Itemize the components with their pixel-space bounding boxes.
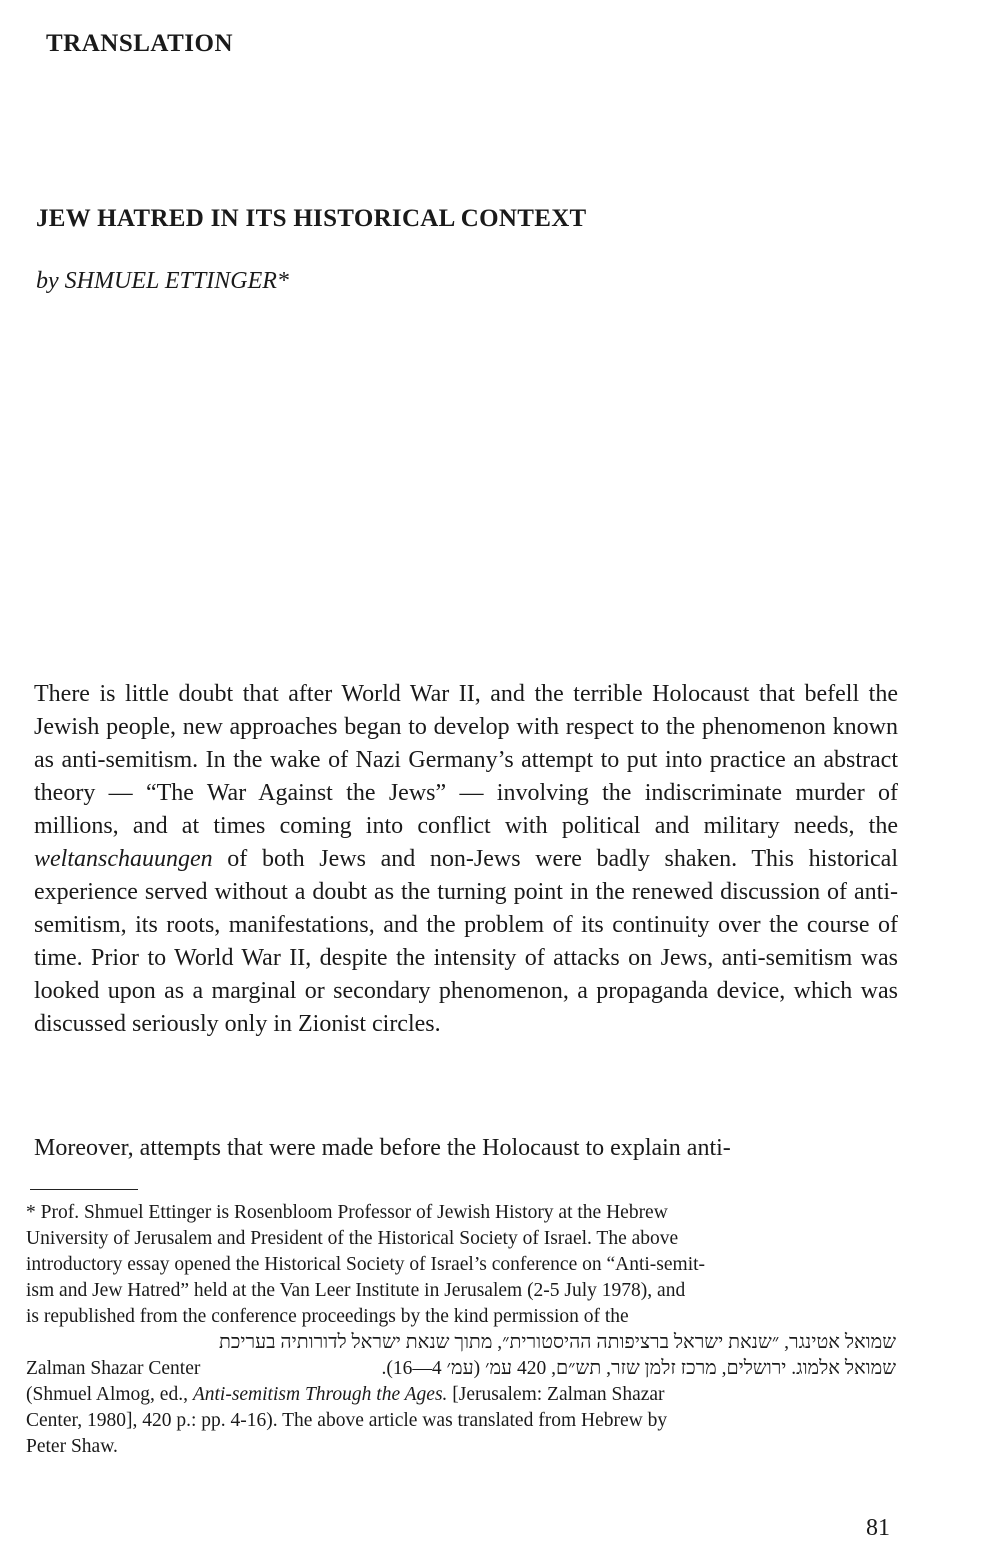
footnote-line bbox=[26, 1382, 896, 1408]
footnote-text: (Shmuel Almog, ed., bbox=[26, 1384, 193, 1405]
footnote-divider bbox=[30, 1189, 138, 1190]
byline-prefix: by bbox=[36, 268, 59, 294]
book-title: Anti-semitism Through the Ages. bbox=[192, 1384, 448, 1405]
page-number: 81 bbox=[866, 1515, 890, 1541]
footnote-latin-text: Zalman Shazar Center bbox=[26, 1358, 201, 1379]
footnote-line: Peter Shaw. bbox=[26, 1436, 118, 1457]
emphasized-term: weltanschauungen bbox=[34, 846, 213, 872]
footnote-hebrew-text: שמואל אלמוג. ירושלים, מרכז זלמן שזר, תש״ם, 420 עמ׳ (עמ׳ 4—16). bbox=[381, 1358, 896, 1379]
paragraph-text: of both Jews and non-Jews were badly shaken. This historical experience served without a doubt as the turning point in the renewed discussion of anti-semitism, its roots, manifestations, and the problem of its continuity over the course of time. Prior to World War II, despite the intensity of attacks on Jews, anti-semitism was looked upon as a marginal or secondary phenomenon, a propaganda device, which was discussed seriously only in Zionist circles. bbox=[34, 846, 898, 1037]
footnote-line: ism and Jew Hatred” held at the Van Leer Institute in Jerusalem (2-5 July 1978), and bbox=[26, 1280, 686, 1301]
footnote-line: Center, 1980], 420 p.: pp. 4-16). The above article was translated from Hebrew by bbox=[26, 1410, 668, 1431]
section-label: TRANSLATION bbox=[46, 30, 234, 57]
footnote bbox=[26, 1200, 896, 1460]
paragraph-text: Moreover, attempts that were made before the Holocaust to explain anti- bbox=[34, 1135, 731, 1161]
article-title: JEW HATRED IN ITS HISTORICAL CONTEXT bbox=[36, 205, 587, 232]
footnote-line: introductory essay opened the Historical Society of Israel’s conference on “Anti-semit- bbox=[26, 1254, 706, 1275]
body-paragraph bbox=[34, 678, 898, 1041]
footnote-hebrew-line: שמואל אטינגר, ״שנאת ישראל ברציפותה ההיסטורית״, מתוך שנאת ישראל לדורותיה בעריכת bbox=[218, 1332, 896, 1353]
paragraph-text: There is little doubt that after World War II, and the terrible Holocaust that befell the Jewish people, new approaches began to develop with respect to the phenomenon known as anti-semitism. In the wake of Nazi Germany’s attempt to put into practice an abstract theory — “The War Against the Jews” — involving the indiscriminate murder of millions, and at times coming into conflict with political and military needs, the bbox=[34, 681, 898, 839]
footnote-line bbox=[26, 1356, 896, 1382]
author-name: SHMUEL ETTINGER* bbox=[64, 268, 289, 294]
byline bbox=[36, 268, 289, 295]
footnote-line: University of Jerusalem and President of the Historical Society of Israel. The above bbox=[26, 1228, 679, 1249]
body-paragraph bbox=[34, 1132, 898, 1165]
footnote-text: [Jerusalem: Zalman Shazar bbox=[447, 1384, 665, 1405]
footnote-line: * Prof. Shmuel Ettinger is Rosenbloom Professor of Jewish History at the Hebrew bbox=[26, 1202, 668, 1223]
footnote-line: is republished from the conference proceedings by the kind permission of the bbox=[26, 1306, 629, 1327]
